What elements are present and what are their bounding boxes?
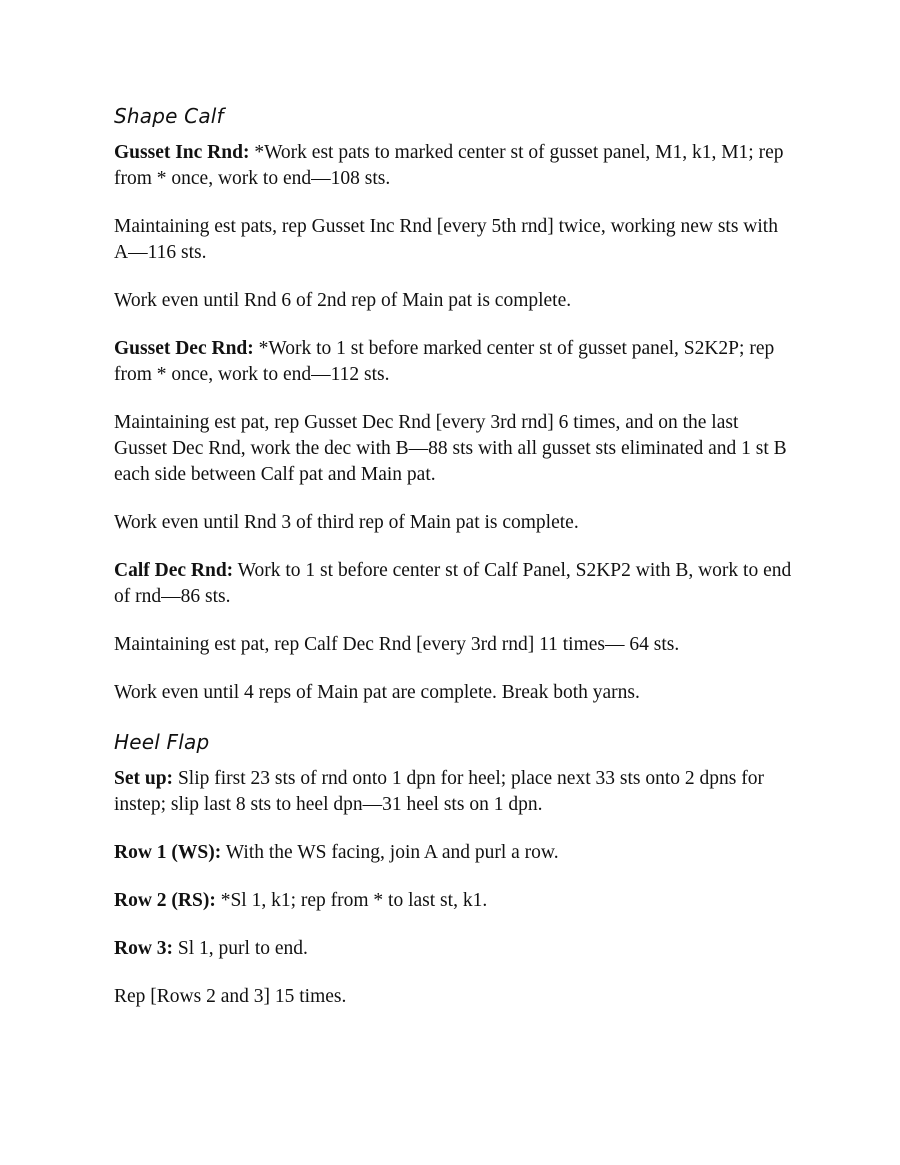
paragraph-text: Work even until 4 reps of Main pat are complete. Break both yarns.: [114, 682, 640, 703]
paragraph-calf-dec-repeat: [114, 632, 794, 658]
paragraph-gusset-dec-repeat: [114, 410, 794, 488]
paragraph-text: With the WS facing, join A and purl a row.: [221, 842, 559, 863]
paragraph-label: Calf Dec Rnd:: [114, 560, 234, 581]
paragraph-label: Row 3:: [114, 938, 174, 959]
paragraph-work-even-4-reps: [114, 680, 794, 706]
document-page: [114, 102, 794, 1032]
paragraph-row-2: [114, 888, 794, 914]
paragraph-text: *Work to 1 st before marked center st of gusset panel, S2K2P; rep from * once, work to end—112 sts.: [114, 338, 775, 385]
paragraph-text: Work even until Rnd 6 of 2nd rep of Main pat is complete.: [114, 290, 572, 311]
paragraph-text: Slip first 23 sts of rnd onto 1 dpn for heel; place next 33 sts onto 2 dpns for instep; slip last 8 sts to heel dpn—31 heel sts on 1 dpn.: [114, 768, 764, 815]
paragraph-label: Set up:: [114, 768, 174, 789]
paragraph-label: Gusset Inc Rnd:: [114, 142, 250, 163]
paragraph-label: Row 1 (WS):: [114, 842, 222, 863]
paragraph-text: *Sl 1, k1; rep from * to last st, k1.: [215, 890, 488, 911]
paragraph-text: Rep [Rows 2 and 3] 15 times.: [114, 986, 347, 1007]
paragraph-text: Maintaining est pats, rep Gusset Inc Rnd [every 5th rnd] twice, working new sts with A—116 sts.: [114, 216, 778, 263]
paragraph-label: Row 2 (RS):: [114, 890, 216, 911]
paragraph-text: Work even until Rnd 3 of third rep of Main pat is complete.: [114, 512, 579, 533]
section-heading-shape-calf: Shape Calf: [114, 104, 224, 128]
paragraph-text: Maintaining est pat, rep Calf Dec Rnd [every 3rd rnd] 11 times— 64 sts.: [114, 634, 680, 655]
paragraph-label: Gusset Dec Rnd:: [114, 338, 254, 359]
paragraph-set-up: [114, 766, 794, 818]
paragraph-row-1: [114, 840, 794, 866]
paragraph-gusset-dec-rnd: [114, 336, 794, 388]
paragraph-text: Maintaining est pat, rep Gusset Dec Rnd [every 3rd rnd] 6 times, and on the last Gusset Dec Rnd, work the dec with B—88 sts with all gusset sts eliminated and 1 st B each side between Calf pat and Main pat.: [114, 412, 787, 485]
paragraph-gusset-inc-rnd: [114, 140, 794, 192]
paragraph-work-even-rnd-6: [114, 288, 794, 314]
paragraph-calf-dec-rnd: [114, 558, 794, 610]
paragraph-text: Sl 1, purl to end.: [173, 938, 308, 959]
paragraph-text: Work to 1 st before center st of Calf Panel, S2KP2 with B, work to end of rnd—86 sts.: [114, 560, 792, 607]
paragraph-gusset-inc-repeat: [114, 214, 794, 266]
paragraph-work-even-rnd-3: [114, 510, 794, 536]
paragraph-text: *Work est pats to marked center st of gusset panel, M1, k1, M1; rep from * once, work to end—108 sts.: [114, 142, 784, 189]
paragraph-rep-rows: [114, 984, 794, 1010]
section-heading-heel-flap: Heel Flap: [114, 730, 210, 754]
paragraph-row-3: [114, 936, 794, 962]
